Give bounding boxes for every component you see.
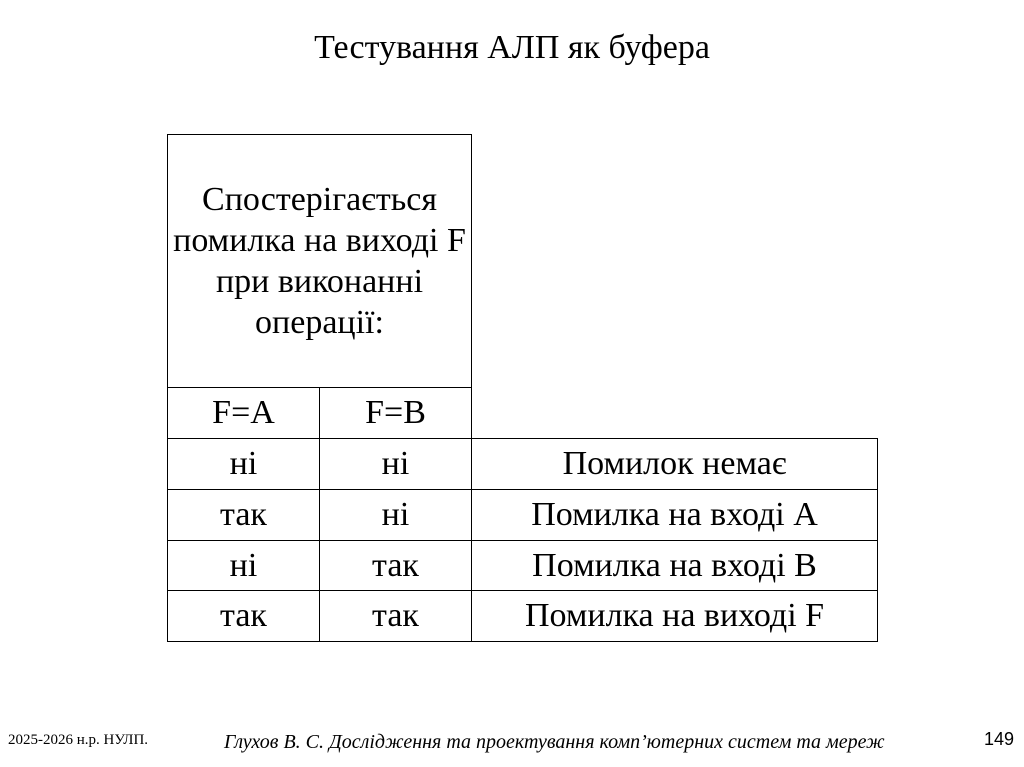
table-cell-fb: ні bbox=[381, 496, 410, 533]
table-header-fb: F=B bbox=[365, 394, 426, 431]
table-cell-result: Помилка на виході F bbox=[524, 597, 825, 634]
table-cell-fb: так bbox=[372, 597, 419, 634]
table-cell-result: Помилок немає bbox=[562, 445, 787, 482]
table-border bbox=[167, 641, 878, 642]
slide-title: Тестування АЛП як буфера bbox=[314, 29, 710, 66]
page-number: 149 bbox=[983, 729, 1014, 749]
table-cell-fa: так bbox=[220, 496, 267, 533]
table-border bbox=[877, 438, 878, 642]
table-cell-result: Помилка на вході A bbox=[531, 496, 818, 533]
table-cell-fb: ні bbox=[381, 445, 410, 482]
table-cell-result: Помилка на вході B bbox=[532, 546, 817, 584]
footer-course-title: Глухов В. С. Дослідження та проектування комп’ютерних систем та мереж bbox=[224, 731, 885, 753]
table-cell-fa: ні bbox=[229, 546, 258, 584]
table-cell-fb: так bbox=[372, 546, 419, 584]
footer-year: 2025-2026 н.р. НУЛП. bbox=[8, 732, 149, 748]
table-header-main: Спостерігається помилка на виході F при виконанні операції: bbox=[173, 181, 466, 341]
table-cell-fa: ні bbox=[229, 445, 258, 482]
table-header-fa: F=A bbox=[212, 394, 275, 431]
table-cell-fa: так bbox=[220, 597, 267, 634]
